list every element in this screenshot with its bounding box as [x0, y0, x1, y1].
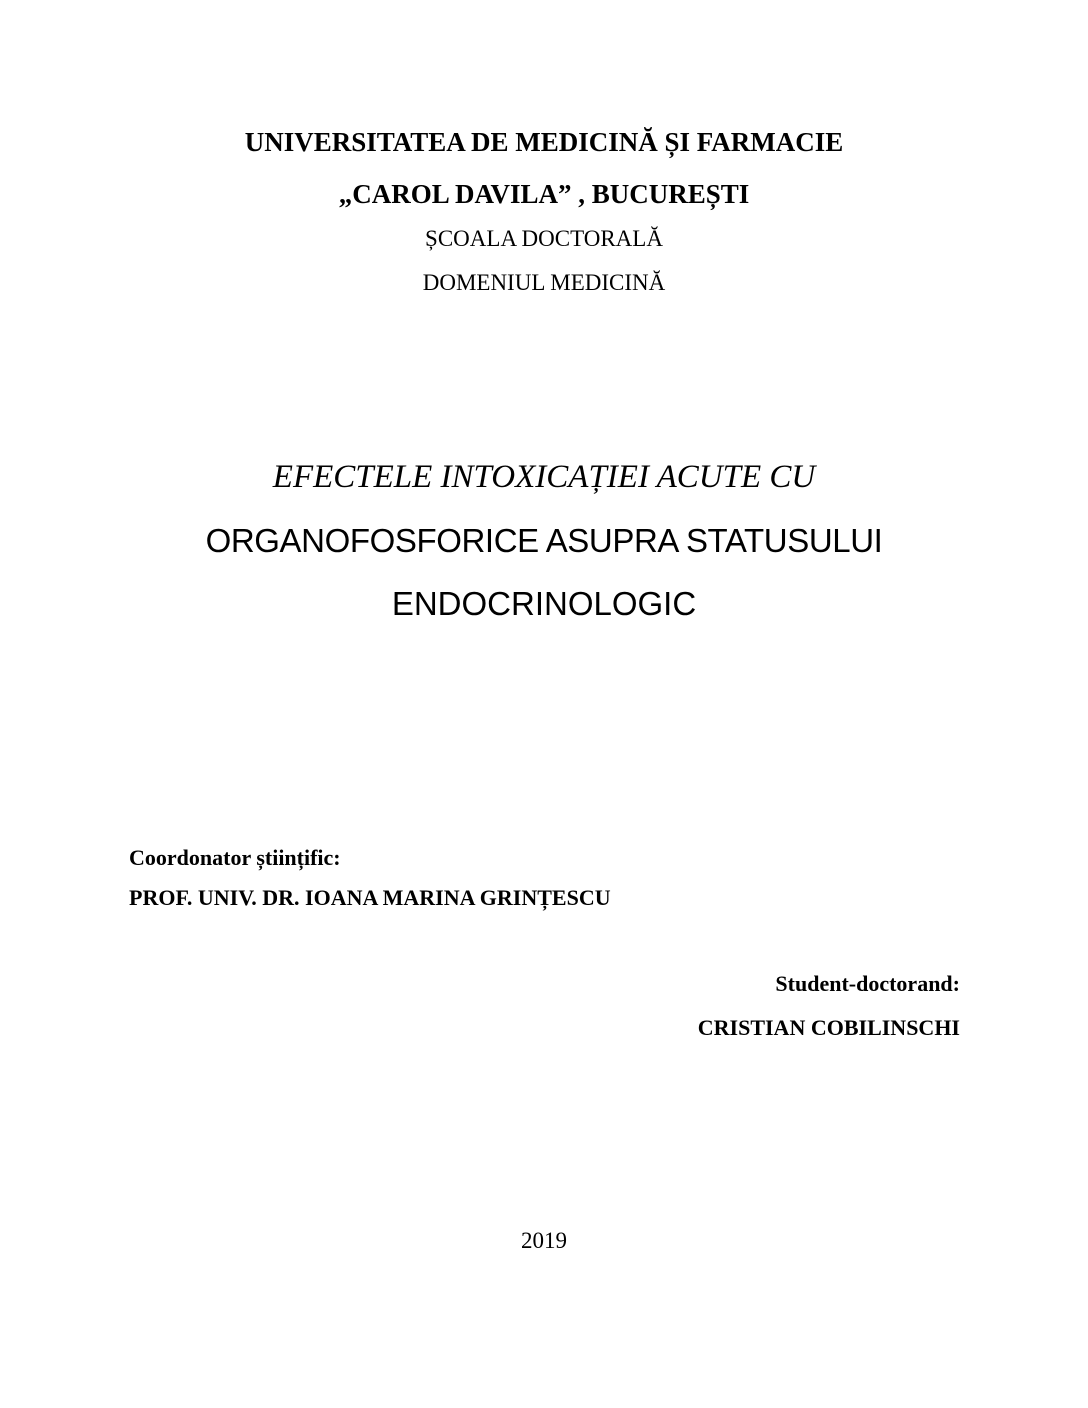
- thesis-title-line3: ENDOCRINOLOGIC: [391, 585, 697, 622]
- thesis-title-line2: ORGANOFOSFORICE ASUPRA STATUSULUI: [205, 522, 883, 559]
- coordinator-label: Coordonator științific:: [129, 845, 341, 870]
- field-of-study: DOMENIUL MEDICINĂ: [422, 270, 666, 295]
- thesis-title-line1: EFECTELE INTOXICAȚIEI ACUTE CU: [272, 459, 816, 495]
- student-label: Student-doctorand:: [775, 971, 960, 996]
- university-name-line1: UNIVERSITATEA DE MEDICINĂ ȘI FARMACIE: [244, 127, 844, 157]
- doctoral-school: ȘCOALA DOCTORALĂ: [425, 226, 663, 251]
- student-name: CRISTIAN COBILINSCHI: [697, 1015, 960, 1040]
- coordinator-name: PROF. UNIV. DR. IOANA MARINA GRINȚESCU: [129, 885, 611, 910]
- university-name-line2: „CAROL DAVILA” , BUCUREȘTI: [338, 179, 750, 209]
- thesis-year: 2019: [521, 1228, 567, 1253]
